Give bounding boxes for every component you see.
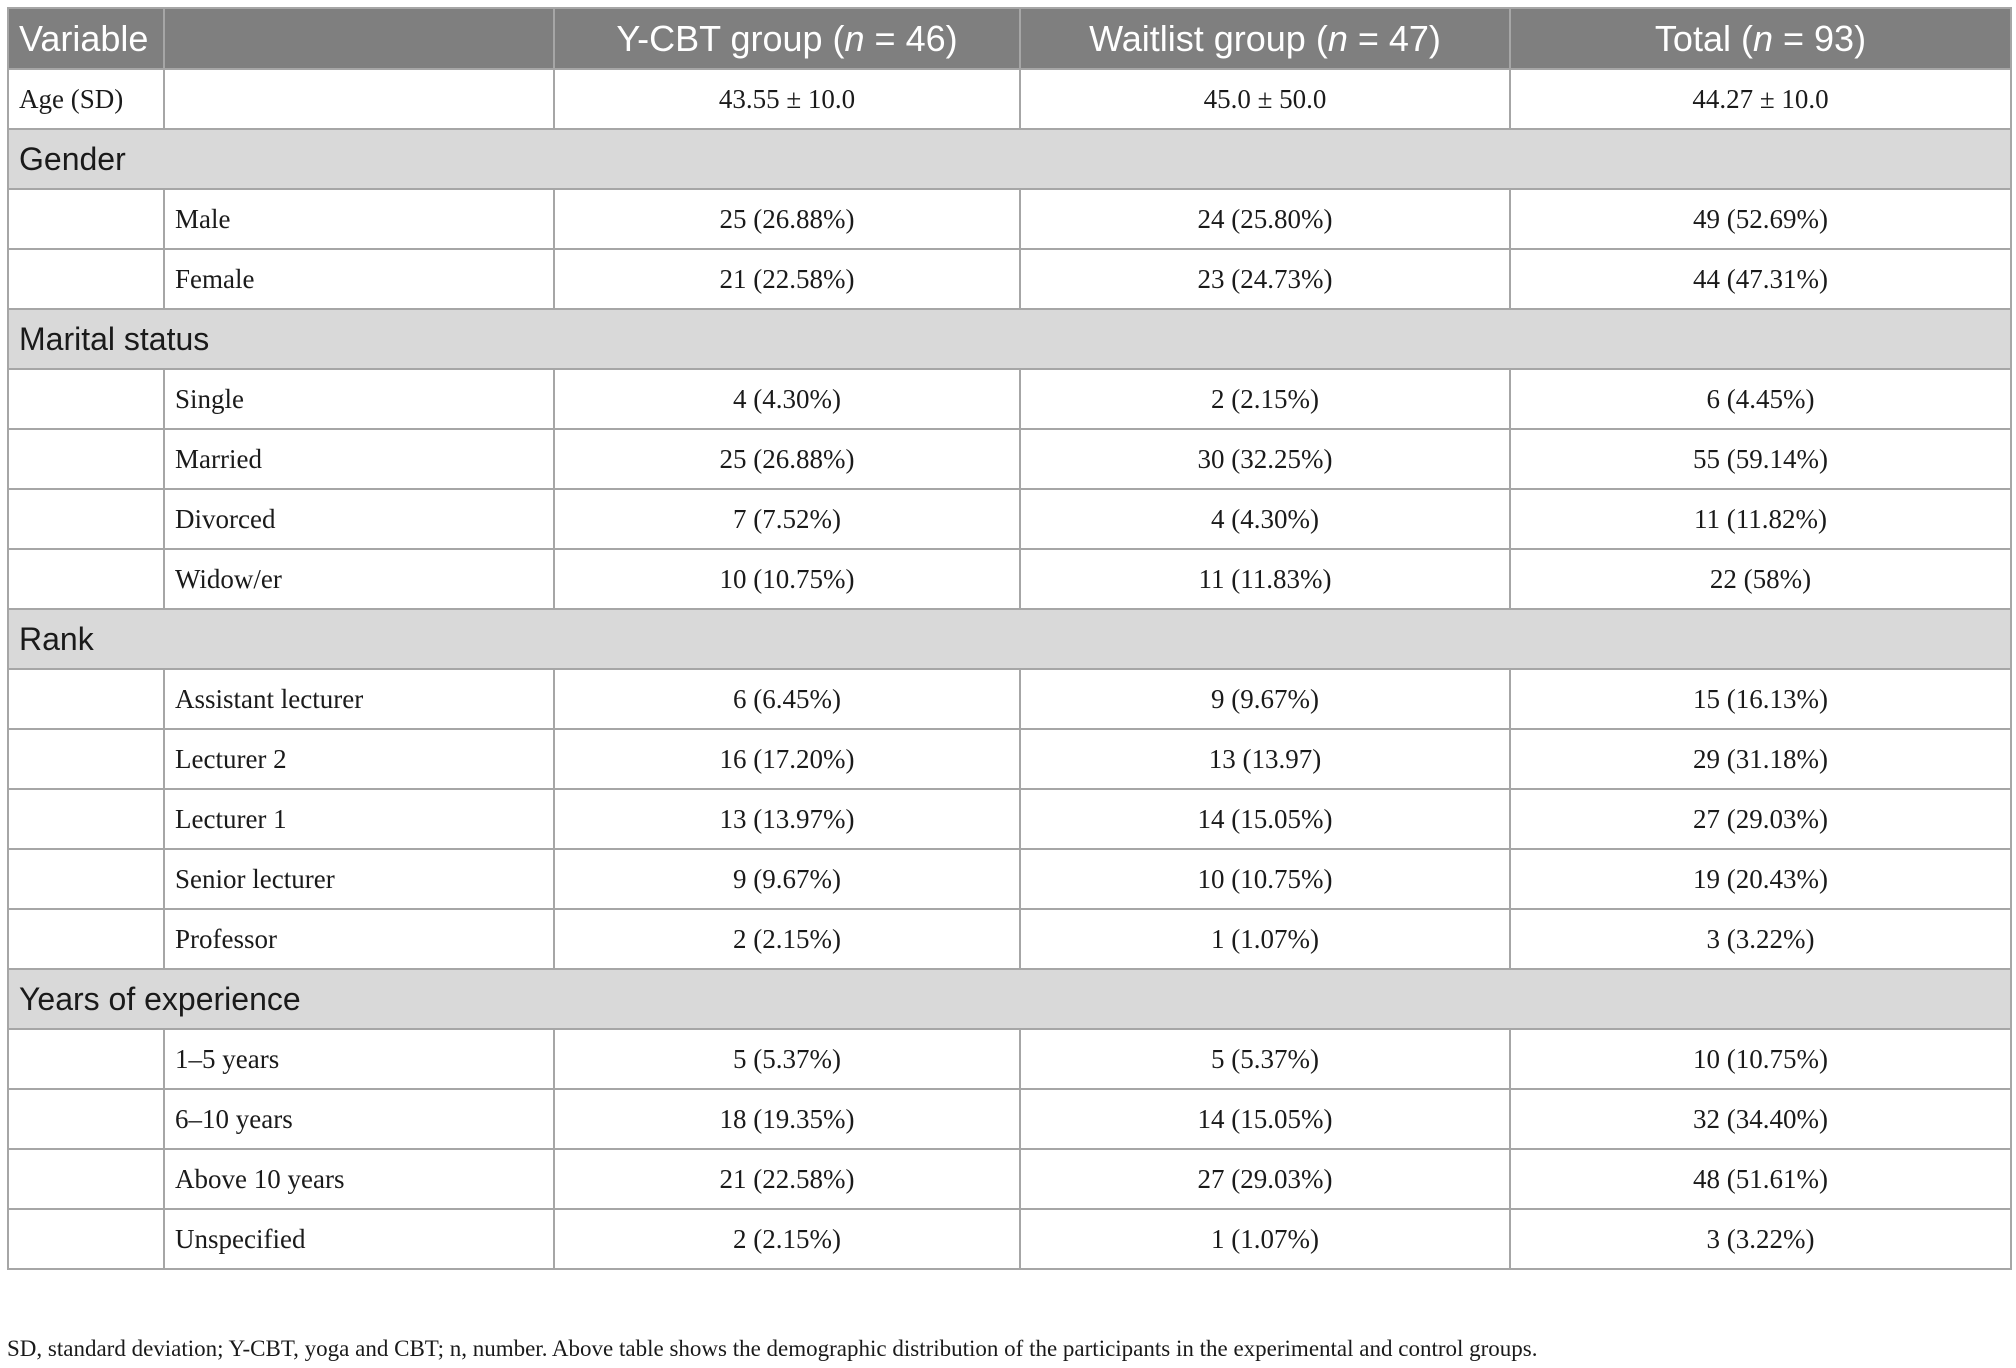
- row-label: Senior lecturer: [164, 849, 554, 909]
- waitlist-value: 11 (11.83%): [1020, 549, 1510, 609]
- row-label: Lecturer 2: [164, 729, 554, 789]
- total-value: 6 (4.45%): [1510, 369, 2011, 429]
- total-value: 29 (31.18%): [1510, 729, 2011, 789]
- header-blank: [164, 8, 554, 69]
- ycbt-value: 9 (9.67%): [554, 849, 1020, 909]
- total-value: 19 (20.43%): [1510, 849, 2011, 909]
- section-title: Rank: [8, 609, 2011, 669]
- row-label: Above 10 years: [164, 1149, 554, 1209]
- indent-cell: [8, 849, 164, 909]
- total-value: 15 (16.13%): [1510, 669, 2011, 729]
- waitlist-value: 13 (13.97): [1020, 729, 1510, 789]
- total-value: 55 (59.14%): [1510, 429, 2011, 489]
- section-title: Gender: [8, 129, 2011, 189]
- table-row: [8, 249, 2011, 309]
- ycbt-value: 6 (6.45%): [554, 669, 1020, 729]
- waitlist-value: 9 (9.67%): [1020, 669, 1510, 729]
- ycbt-value: 21 (22.58%): [554, 249, 1020, 309]
- table-row: [8, 189, 2011, 249]
- waitlist-value: 30 (32.25%): [1020, 429, 1510, 489]
- section-header-row: [8, 609, 2011, 669]
- indent-cell: [8, 489, 164, 549]
- total-value: 32 (34.40%): [1510, 1089, 2011, 1149]
- total-value: 44 (47.31%): [1510, 249, 2011, 309]
- header-total: Total (n = 93): [1510, 8, 2011, 69]
- indent-cell: [8, 1089, 164, 1149]
- table-row: [8, 729, 2011, 789]
- age-label: Age (SD): [8, 69, 164, 129]
- section-header-row: [8, 309, 2011, 369]
- table-row: [8, 1029, 2011, 1089]
- header-variable: Variable: [8, 8, 164, 69]
- waitlist-value: 2 (2.15%): [1020, 369, 1510, 429]
- table-row: [8, 849, 2011, 909]
- section-header-row: [8, 969, 2011, 1029]
- indent-cell: [8, 429, 164, 489]
- waitlist-value: 5 (5.37%): [1020, 1029, 1510, 1089]
- indent-cell: [8, 789, 164, 849]
- row-label: Divorced: [164, 489, 554, 549]
- table-row: [8, 1149, 2011, 1209]
- table-row: [8, 789, 2011, 849]
- table-footnote: SD, standard deviation; Y-CBT, yoga and CBT; n, number. Above table shows the demographic distribution of the participants in the experimental and control groups.: [7, 1336, 1538, 1361]
- indent-cell: [8, 369, 164, 429]
- ycbt-value: 13 (13.97%): [554, 789, 1020, 849]
- ycbt-value: 2 (2.15%): [554, 909, 1020, 969]
- table-row: [8, 549, 2011, 609]
- ycbt-value: 7 (7.52%): [554, 489, 1020, 549]
- ycbt-value: 18 (19.35%): [554, 1089, 1020, 1149]
- total-value: 22 (58%): [1510, 549, 2011, 609]
- table-row: [8, 1209, 2011, 1269]
- waitlist-value: 14 (15.05%): [1020, 1089, 1510, 1149]
- waitlist-value: 4 (4.30%): [1020, 489, 1510, 549]
- ycbt-value: 16 (17.20%): [554, 729, 1020, 789]
- table-row: [8, 909, 2011, 969]
- total-value: 3 (3.22%): [1510, 1209, 2011, 1269]
- ycbt-value: 25 (26.88%): [554, 429, 1020, 489]
- table-row: [8, 669, 2011, 729]
- age-ycbt: 43.55 ± 10.0: [554, 69, 1020, 129]
- row-label: Professor: [164, 909, 554, 969]
- indent-cell: [8, 189, 164, 249]
- row-label: Assistant lecturer: [164, 669, 554, 729]
- table-row: [8, 429, 2011, 489]
- ycbt-value: 5 (5.37%): [554, 1029, 1020, 1089]
- row-label: Married: [164, 429, 554, 489]
- indent-cell: [8, 249, 164, 309]
- age-waitlist: 45.0 ± 50.0: [1020, 69, 1510, 129]
- age-blank: [164, 69, 554, 129]
- waitlist-value: 14 (15.05%): [1020, 789, 1510, 849]
- row-label: 1–5 years: [164, 1029, 554, 1089]
- ycbt-value: 25 (26.88%): [554, 189, 1020, 249]
- indent-cell: [8, 729, 164, 789]
- indent-cell: [8, 669, 164, 729]
- row-label: Female: [164, 249, 554, 309]
- age-total: 44.27 ± 10.0: [1510, 69, 2011, 129]
- indent-cell: [8, 1029, 164, 1089]
- indent-cell: [8, 1149, 164, 1209]
- indent-cell: [8, 1209, 164, 1269]
- age-row: [8, 69, 2011, 129]
- total-value: 48 (51.61%): [1510, 1149, 2011, 1209]
- row-label: Single: [164, 369, 554, 429]
- row-label: Unspecified: [164, 1209, 554, 1269]
- ycbt-value: 4 (4.30%): [554, 369, 1020, 429]
- indent-cell: [8, 909, 164, 969]
- section-title: Years of experience: [8, 969, 2011, 1029]
- waitlist-value: 10 (10.75%): [1020, 849, 1510, 909]
- waitlist-value: 1 (1.07%): [1020, 909, 1510, 969]
- total-value: 10 (10.75%): [1510, 1029, 2011, 1089]
- table-row: [8, 369, 2011, 429]
- table-row: [8, 489, 2011, 549]
- total-value: 3 (3.22%): [1510, 909, 2011, 969]
- row-label: Widow/er: [164, 549, 554, 609]
- row-label: 6–10 years: [164, 1089, 554, 1149]
- demographics-table: [7, 7, 2012, 1270]
- header-waitlist-group: Waitlist group (n = 47): [1020, 8, 1510, 69]
- header-row: [8, 8, 2011, 69]
- ycbt-value: 21 (22.58%): [554, 1149, 1020, 1209]
- ycbt-value: 2 (2.15%): [554, 1209, 1020, 1269]
- total-value: 49 (52.69%): [1510, 189, 2011, 249]
- row-label: Male: [164, 189, 554, 249]
- section-header-row: [8, 129, 2011, 189]
- row-label: Lecturer 1: [164, 789, 554, 849]
- section-title: Marital status: [8, 309, 2011, 369]
- waitlist-value: 24 (25.80%): [1020, 189, 1510, 249]
- header-ycbt-group: Y-CBT group (n = 46): [554, 8, 1020, 69]
- indent-cell: [8, 549, 164, 609]
- total-value: 11 (11.82%): [1510, 489, 2011, 549]
- ycbt-value: 10 (10.75%): [554, 549, 1020, 609]
- waitlist-value: 1 (1.07%): [1020, 1209, 1510, 1269]
- waitlist-value: 23 (24.73%): [1020, 249, 1510, 309]
- waitlist-value: 27 (29.03%): [1020, 1149, 1510, 1209]
- table-row: [8, 1089, 2011, 1149]
- total-value: 27 (29.03%): [1510, 789, 2011, 849]
